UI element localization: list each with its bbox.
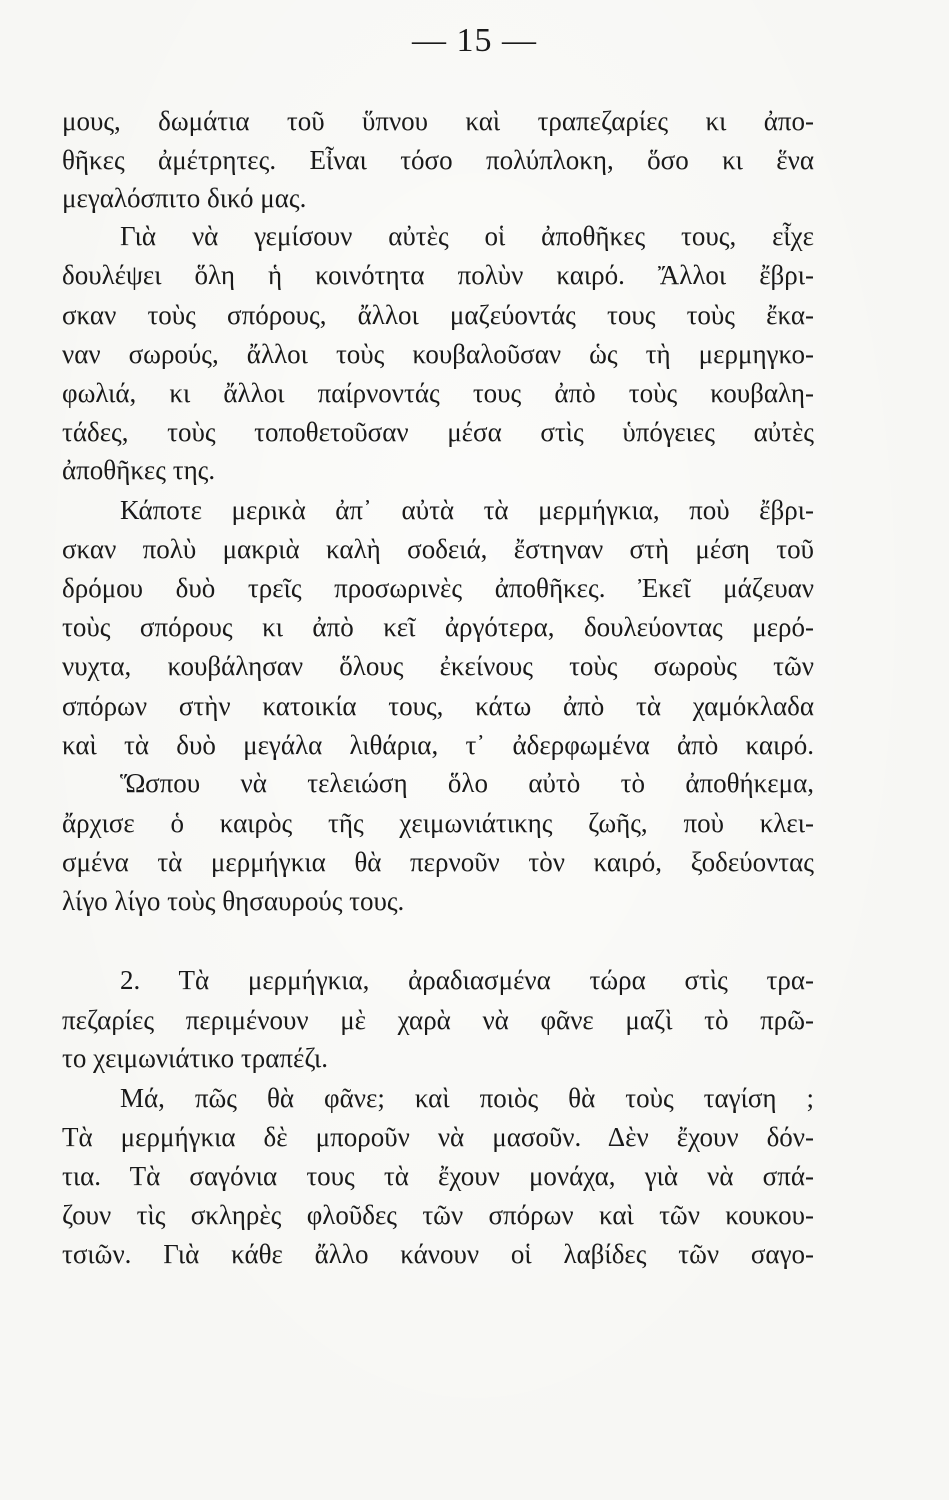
text-line: ἄρχισε ὁ καιρὸς τῆς χειμωνιάτικης ζωῆς, ποὺ κλει-: [62, 808, 814, 838]
page-number: — 15 —: [412, 22, 537, 59]
text-line: πεζαρίες περιμένουν μὲ χαρὰ νὰ φᾶνε μαζὶ τὸ πρῶ-: [62, 1005, 814, 1035]
text-line: τοὺς σπόρους κι ἀπὸ κεῖ ἀργότερα, δουλεύοντας μερό-: [62, 612, 814, 642]
text-line: ζουν τὶς σκληρὲς φλοῦδες τῶν σπόρων καὶ τῶν κουκου-: [62, 1200, 814, 1230]
text-line: σπόρων στὴν κατοικία τους, κάτω ἀπὸ τὰ χαμόκλαδα: [62, 691, 814, 721]
text-line: σκαν πολὺ μακριὰ καλὴ σοδειά, ἔστηναν στὴ μέση τοῦ: [62, 534, 814, 564]
text-line: Ὥσπου νὰ τελειώση ὅλο αὐτὸ τὸ ἀποθήκεμα,: [120, 768, 814, 798]
text-line: Μά, πῶς θὰ φᾶνε; καὶ ποιὸς θὰ τοὺς ταγίση ;: [120, 1083, 814, 1113]
text-line: φωλιά, κι ἄλλοι παίρνοντάς τους ἀπὸ τοὺς κουβαλη-: [62, 378, 814, 408]
text-line: νυχτα, κουβάλησαν ὅλους ἐκείνους τοὺς σωροὺς τῶν: [62, 651, 814, 681]
text-line: Κάποτε μερικὰ ἀπ᾽ αὐτὰ τὰ μερμήγκια, ποὺ ἔβρι-: [120, 495, 814, 525]
text-line: ἀποθῆκες της.: [62, 455, 216, 485]
text-line: θῆκες ἀμέτρητες. Εἶναι τόσο πολύπλοκη, ὅσο κι ἕνα: [62, 145, 814, 175]
text-line: ναν σωρούς, ἄλλοι τοὺς κουβαλοῦσαν ὡς τὴ μερμηγκο-: [62, 339, 814, 369]
text-line: το χειμωνιάτικο τραπέζι.: [62, 1043, 328, 1073]
text-line: Τὰ μερμήγκια δὲ μποροῦν νὰ μασοῦν. Δὲν ἔχουν δόν-: [62, 1122, 814, 1152]
text-line: τια. Τὰ σαγόνια τους τὰ ἔχουν μονάχα, γιὰ νὰ σπά-: [62, 1161, 814, 1191]
text-line: 2. Τὰ μερμήγκια, ἀραδιασμένα τώρα στὶς τρα-: [120, 965, 814, 995]
text-line: δουλέψει ὅλη ἡ κοινότητα πολὺν καιρό. Ἄλλοι ἔβρι-: [62, 260, 814, 290]
text-line: τσιῶν. Γιὰ κάθε ἄλλο κάνουν οἱ λαβίδες τῶν σαγο-: [62, 1239, 814, 1269]
text-line: τάδες, τοὺς τοποθετοῦσαν μέσα στὶς ὑπόγειες αὐτὲς: [62, 417, 814, 447]
text-line: σκαν τοὺς σπόρους, ἄλλοι μαζεύοντάς τους τοὺς ἔκα-: [62, 300, 814, 330]
text-line: Γιὰ νὰ γεμίσουν αὐτὲς οἱ ἀποθῆκες τους, εἶχε: [120, 221, 814, 251]
text-line: σμένα τὰ μερμήγκια θὰ περνοῦν τὸν καιρό, ξοδεύοντας: [62, 847, 814, 877]
text-line: λίγο λίγο τοὺς θησαυρούς τους.: [62, 886, 405, 916]
text-line: μους, δωμάτια τοῦ ὕπνου καὶ τραπεζαρίες κι ἀπο-: [62, 106, 814, 136]
text-line: δρόμου δυὸ τρεῖς προσωρινὲς ἀποθῆκες. Ἐκεῖ μάζευαν: [62, 573, 814, 603]
text-line: μεγαλόσπιτο δικό μας.: [62, 183, 307, 213]
text-line: καὶ τὰ δυὸ μεγάλα λιθάρια, τ᾽ ἀδερφωμένα ἀπὸ καιρό.: [62, 730, 814, 760]
